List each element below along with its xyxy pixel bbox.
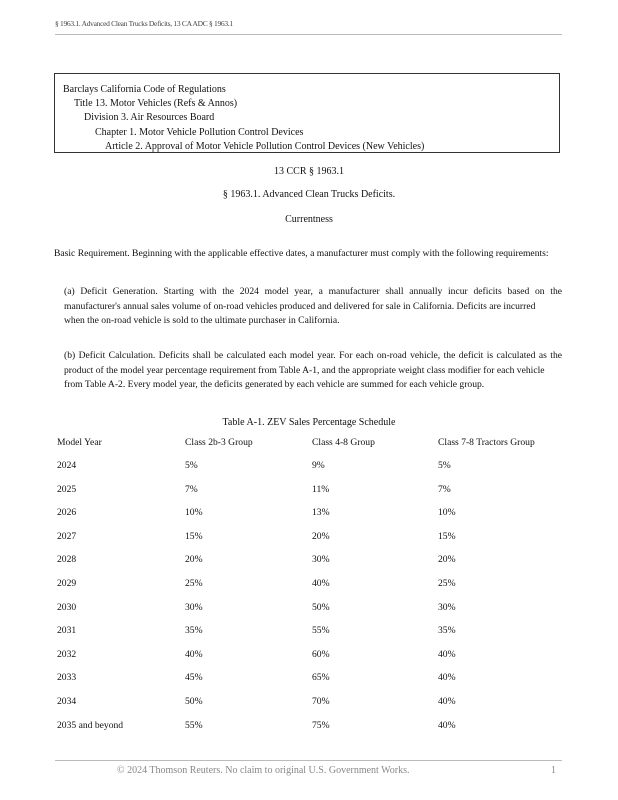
- cell-class-2b-3: 5%: [185, 460, 198, 471]
- table-row: [57, 672, 568, 696]
- table-row: [57, 460, 568, 484]
- cell-class-7-8-tractors: 15%: [438, 530, 456, 542]
- cell-class-4-8: 40%: [312, 577, 330, 589]
- cell-class-4-8: 55%: [312, 625, 330, 637]
- cell-class-4-8: 11%: [312, 483, 330, 495]
- footer-divider: [55, 760, 562, 761]
- citation-box: [54, 73, 560, 153]
- cell-class-7-8-tractors: 40%: [438, 672, 456, 684]
- cell-class-2b-3: 15%: [185, 530, 203, 542]
- table-row: [57, 602, 568, 626]
- cell-class-7-8-tractors: 40%: [438, 719, 456, 731]
- cell-class-7-8-tractors: 7%: [438, 483, 451, 495]
- cell-class-7-8-tractors: 10%: [438, 507, 456, 519]
- basic-requirement: Basic Requirement. Beginning with the applicable effective dates, a manufacturer must comply with the following requirements:: [54, 248, 549, 259]
- cell-model-year: 2026: [57, 507, 77, 519]
- cell-class-7-8-tractors: 40%: [438, 648, 456, 660]
- paragraph-b: [64, 349, 562, 393]
- table-row: [57, 649, 568, 673]
- cell-model-year: 2025: [57, 483, 77, 495]
- cell-class-2b-3: 7%: [185, 483, 198, 495]
- cell-class-4-8: 75%: [312, 719, 330, 731]
- cell-class-2b-3: 50%: [185, 695, 203, 707]
- cell-class-4-8: 30%: [312, 554, 330, 566]
- table-row: [57, 696, 568, 720]
- cell-class-2b-3: 25%: [185, 577, 203, 589]
- currentness-link[interactable]: Currentness: [285, 214, 333, 225]
- header-class-7-8-tractors: Class 7-8 Tractors Group: [438, 437, 535, 448]
- cell-class-2b-3: 45%: [185, 672, 203, 684]
- cell-class-4-8: 9%: [312, 460, 325, 471]
- cell-model-year: 2031: [57, 625, 77, 637]
- cell-class-4-8: 13%: [312, 507, 330, 519]
- cell-class-4-8: 60%: [312, 648, 330, 660]
- cell-class-7-8-tractors: 5%: [438, 460, 451, 471]
- cell-model-year: 2033: [57, 672, 77, 684]
- page-number: 1: [551, 765, 556, 776]
- table-caption: Table A-1. ZEV Sales Percentage Schedule: [222, 417, 396, 428]
- paragraph-b-body: (b) Deficit Calculation. Deficits shall be calculated each model year. For each on-road vehicle, the deficit is calculated as the product of the model year percentage requirement from Table A-1, and the appropriate weight class modifier for each vehicle: [64, 350, 562, 376]
- paragraph-a-body: (a) Deficit Generation. Starting with the 2024 model year, a manufacturer shall annually incur deficits based on the manufacturer's annual sales volume of on-road vehicles produced and delivered for sale in California. Deficits are incurred: [64, 286, 562, 312]
- header-class-2b-3: Class 2b-3 Group: [185, 437, 253, 448]
- table-row: [57, 484, 568, 508]
- zev-sales-table: [57, 437, 568, 743]
- table-row: [57, 578, 568, 602]
- cell-class-4-8: 70%: [312, 695, 330, 707]
- table-row: [57, 720, 568, 744]
- header-model-year: Model Year: [57, 437, 102, 448]
- cell-model-year: 2029: [57, 577, 77, 589]
- cell-model-year: 2034: [57, 695, 77, 707]
- cell-model-year: 2035 and beyond: [57, 719, 124, 731]
- cell-class-7-8-tractors: 30%: [438, 601, 456, 613]
- cell-class-2b-3: 55%: [185, 719, 203, 731]
- section-heading: § 1963.1. Advanced Clean Trucks Deficits.: [222, 189, 396, 200]
- cell-model-year: 2027: [57, 530, 77, 542]
- cell-model-year: 2028: [57, 554, 77, 566]
- header-class-4-8: Class 4-8 Group: [312, 437, 375, 448]
- cell-class-7-8-tractors: 25%: [438, 577, 456, 589]
- cell-class-2b-3: 40%: [185, 648, 203, 660]
- table-header-row: [57, 437, 568, 460]
- cell-class-4-8: 20%: [312, 530, 330, 542]
- table-row: [57, 531, 568, 555]
- table-row: [57, 554, 568, 578]
- header-divider: [55, 34, 562, 35]
- cell-class-7-8-tractors: 40%: [438, 695, 456, 707]
- cell-class-2b-3: 30%: [185, 601, 203, 613]
- cell-model-year: 2030: [57, 601, 77, 613]
- paragraph-b-last-line: from Table A-2. Every model year, the deficits generated by each vehicle are summed for each vehicle group.: [64, 379, 485, 391]
- table-row: [57, 507, 568, 531]
- ccr-cite: 13 CCR § 1963.1: [273, 166, 344, 177]
- cell-class-4-8: 65%: [312, 672, 330, 684]
- cell-model-year: 2032: [57, 648, 77, 660]
- citation-source: Barclays California Code of Regulations: [63, 84, 226, 95]
- paragraph-a: [64, 285, 562, 329]
- cell-class-4-8: 50%: [312, 601, 330, 613]
- running-header: § 1963.1. Advanced Clean Trucks Deficits, 13 CA ADC § 1963.1: [55, 19, 233, 28]
- cell-model-year: 2024: [57, 460, 77, 471]
- citation-chapter: Chapter 1. Motor Vehicle Pollution Control Devices: [95, 126, 304, 138]
- cell-class-7-8-tractors: 35%: [438, 625, 456, 637]
- citation-title: Title 13. Motor Vehicles (Refs & Annos): [74, 98, 238, 110]
- cell-class-7-8-tractors: 20%: [438, 554, 456, 566]
- cell-class-2b-3: 10%: [185, 507, 203, 519]
- cell-class-2b-3: 20%: [185, 554, 203, 566]
- citation-division: Division 3. Air Resources Board: [84, 112, 215, 124]
- citation-article: Article 2. Approval of Motor Vehicle Pollution Control Devices (New Vehicles): [105, 140, 425, 152]
- cell-class-2b-3: 35%: [185, 625, 203, 637]
- table-row: [57, 625, 568, 649]
- paragraph-a-last-line: when the on-road vehicle is sold to the ultimate purchaser in California.: [64, 315, 340, 327]
- footer-copyright: © 2024 Thomson Reuters. No claim to original U.S. Government Works.: [117, 765, 410, 776]
